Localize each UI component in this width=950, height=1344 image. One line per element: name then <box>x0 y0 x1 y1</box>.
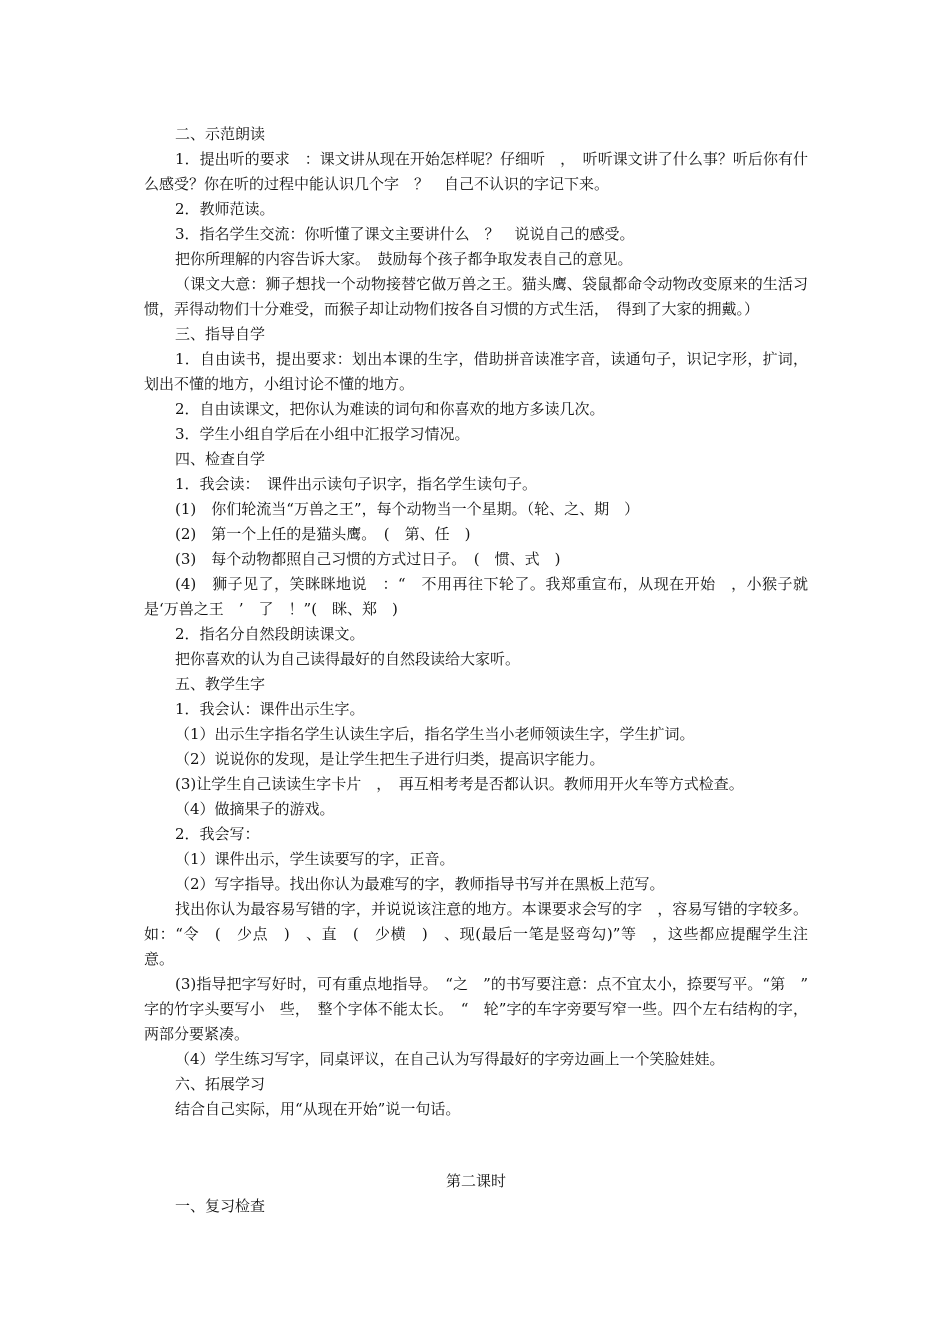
spacer <box>144 1147 808 1169</box>
list-item: （1）出示生字指名学生认读生字后，指名学生当小老师领读生字，学生扩词。 <box>175 725 695 743</box>
section-heading-extended-learning: 六、拓展学习 <box>175 1075 266 1093</box>
lesson-two-heading: 第二课时 <box>445 1172 506 1190</box>
list-item: （2）写字指导。找出你认为最难写的字，教师指导书写并在黑板上范写。 <box>175 875 665 893</box>
list-item: (3)让学生自己读读生字卡片 ， 再互相考考是否都认识。教师用开火车等方式检查。 <box>175 775 744 793</box>
section-heading-teach-characters: 五、教学生字 <box>175 675 266 693</box>
section-heading-guided-self-study: 三、指导自学 <box>175 325 266 343</box>
paragraph: 把你所理解的内容告诉大家。 鼓励每个孩子都争取发表自己的意见。 <box>175 250 633 268</box>
section-heading-demo-reading: 二、示范朗读 <box>175 125 266 143</box>
list-item: (4) 狮子见了，笑眯眯地说 ：“ 不用再往下轮了。我郑重宣布，从现在开始 ，小猴子就是‘万兽之王 ’ 了 ！”( 眯、郑 ) <box>144 575 808 618</box>
section-heading-review: 一、复习检查 <box>175 1197 266 1215</box>
paragraph: 3．指名学生交流：你听懂了课文主要讲什么 ？ 说说自己的感受。 <box>175 225 635 243</box>
list-item: （4）学生练习写字，同桌评议，在自己认为写得最好的字旁边画上一个笑脸娃娃。 <box>175 1050 725 1068</box>
paragraph: 结合自己实际，用“从现在开始”说一句话。 <box>175 1100 461 1118</box>
list-item: (2) 第一个上任的是猫头鹰。 ( 第、任 ) <box>175 525 471 543</box>
paragraph: 1．我会认：课件出示生字。 <box>175 700 365 718</box>
list-item: （2）说说你的发现，是让学生把生子进行归类，提高识字能力。 <box>175 750 605 768</box>
list-item: （1）课件出示，学生读要写的字，正音。 <box>175 850 455 868</box>
paragraph: 3．学生小组自学后在小组中汇报学习情况。 <box>175 425 470 443</box>
list-item: (3)指导把字写好时，可有重点地指导。 “之 ”的书写要注意：点不宜太小，捺要写平。“第 ” 字的竹字头要写小 些， 整个字体不能太长。 “ 轮”字的车字旁要写窄一些。四个左右结构的字，两部分要紧凑。 <box>144 975 824 1043</box>
paragraph: 2．我会写： <box>175 825 260 843</box>
paragraph: 2．教师范读。 <box>175 200 275 218</box>
paragraph: 把你喜欢的认为自己读得最好的自然段读给大家听。 <box>175 650 521 668</box>
paragraph: 找出你认为最容易写错的字，并说说该注意的地方。本课要求会写的字 ，容易写错的字较多。如：“令 ( 少点 ) 、直 ( 少横 ) 、现(最后一笔是竖弯勾)”等 ，这些都应提醒学生注意。 <box>144 900 808 968</box>
list-item: (1) 你们轮流当“万兽之王”，每个动物当一个星期。（轮、之、期 ） <box>175 500 640 518</box>
list-item: （4）做摘果子的游戏。 <box>175 800 335 818</box>
paragraph: 1．提出听的要求 ：课文讲从现在开始怎样呢？仔细听 ， 听听课文讲了什么事？听后你有什么感受？你在听的过程中能认识几个字 ？ 自己不认识的字记下来。 <box>144 150 808 193</box>
document-page <box>144 122 824 1219</box>
paragraph: 1．我会读： 课件出示读句子识字，指名学生读句子。 <box>175 475 538 493</box>
paragraph: （课文大意：狮子想找一个动物接替它做万兽之王。猫头鹰、袋鼠都命令动物改变原来的生活习惯，弄得动物们十分难受，而猴子却让动物们按各自习惯的方式生活， 得到了大家的拥戴。） <box>144 275 808 318</box>
paragraph: 2．指名分自然段朗读课文。 <box>175 625 365 643</box>
list-item: (3) 每个动物都照自己习惯的方式过日子。 ( 惯、式 ) <box>175 550 561 568</box>
section-heading-check-self-study: 四、检查自学 <box>175 450 266 468</box>
spacer <box>144 1122 808 1147</box>
paragraph: 1．自由读书，提出要求：划出本课的生字，借助拼音读准字音，读通句子，识记字形，扩词，划出不懂的地方，小组讨论不懂的地方。 <box>144 350 808 393</box>
paragraph: 2．自由读课文，把你认为难读的词句和你喜欢的地方多读几次。 <box>175 400 605 418</box>
